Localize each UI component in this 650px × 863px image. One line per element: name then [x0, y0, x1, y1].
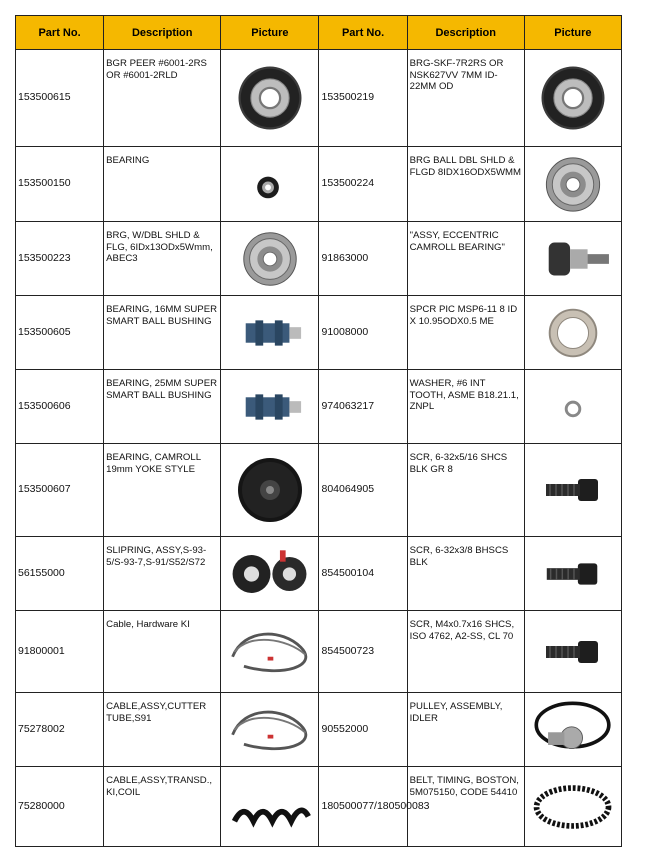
part-picture: [524, 50, 621, 147]
slipring-icon: [221, 540, 318, 608]
part-number: 75278002: [16, 693, 104, 767]
ball-bearing-icon: [221, 58, 318, 138]
part-picture: [524, 537, 621, 611]
part-description: BEARING, 25MM SUPER SMART BALL BUSHING: [104, 370, 221, 444]
table-row: [16, 537, 622, 611]
cable-icon: [221, 696, 318, 764]
header-picture: Picture: [524, 16, 621, 50]
part-number: 91863000: [319, 222, 407, 296]
table-row: [16, 50, 622, 147]
cable-icon: [221, 614, 318, 690]
part-description: BRG-SKF-7R2RS OR NSK627VV 7MM ID-22MM OD: [407, 50, 524, 147]
pulley-icon: [525, 696, 621, 764]
part-description: "ASSY, ECCENTRIC CAMROLL BEARING": [407, 222, 524, 296]
coil-cable-icon: [221, 770, 318, 844]
screw-icon: [525, 614, 621, 690]
part-number: 153500606: [16, 370, 104, 444]
part-description: SPCR PIC MSP6-11 8 ID X 10.95ODX0.5 ME: [407, 296, 524, 370]
header-picture: Picture: [221, 16, 319, 50]
part-picture: [221, 767, 319, 847]
part-description: SLIPRING, ASSY,S-93-5/S-93-7,S-91/S52/S72: [104, 537, 221, 611]
part-picture: [524, 611, 621, 693]
part-number: 854500723: [319, 611, 407, 693]
header-part-no: Part No.: [16, 16, 104, 50]
part-description: BRG BALL DBL SHLD & FLGD 8IDX16ODX5WMM: [407, 147, 524, 222]
part-number: 153500150: [16, 147, 104, 222]
part-picture: [524, 693, 621, 767]
camroll-icon: [221, 450, 318, 530]
part-description: BEARING: [104, 147, 221, 222]
part-number: 153500615: [16, 50, 104, 147]
table-row: [16, 222, 622, 296]
part-picture: [221, 147, 319, 222]
part-description: SCR, 6-32x3/8 BHSCS BLK: [407, 537, 524, 611]
part-description: CABLE,ASSY,TRANSD., KI,COIL: [104, 767, 221, 847]
part-picture: [524, 222, 621, 296]
part-description: SCR, 6-32x5/16 SHCS BLK GR 8: [407, 444, 524, 537]
screw-icon: [525, 540, 621, 608]
header-row: [16, 16, 622, 50]
part-number: 153500605: [16, 296, 104, 370]
part-description: BEARING, 16MM SUPER SMART BALL BUSHING: [104, 296, 221, 370]
part-picture: [524, 296, 621, 370]
washer-icon: [525, 373, 621, 441]
part-picture: [524, 147, 621, 222]
ball-bearing-icon: [525, 58, 621, 138]
header-part-no: Part No.: [319, 16, 407, 50]
table-row: [16, 767, 622, 847]
part-number: 90552000: [319, 693, 407, 767]
part-picture: [524, 444, 621, 537]
table-row: [16, 296, 622, 370]
table-row: [16, 444, 622, 537]
part-picture: [221, 370, 319, 444]
part-description: BELT, TIMING, BOSTON, 5M075150, CODE 54410: [407, 767, 524, 847]
part-description: PULLEY, ASSEMBLY, IDLER: [407, 693, 524, 767]
header-description: Description: [104, 16, 221, 50]
part-description: Cable, Hardware KI: [104, 611, 221, 693]
part-picture: [221, 537, 319, 611]
part-number: 180500077/180500083: [319, 767, 407, 847]
part-picture: [221, 693, 319, 767]
part-description: WASHER, #6 INT TOOTH, ASME B18.21.1, ZNPL: [407, 370, 524, 444]
part-number: 153500224: [319, 147, 407, 222]
part-number: 91800001: [16, 611, 104, 693]
part-number: 91008000: [319, 296, 407, 370]
screw-icon: [525, 450, 621, 530]
spacer-ring-icon: [525, 299, 621, 367]
part-picture: [221, 611, 319, 693]
part-description: CABLE,ASSY,CUTTER TUBE,S91: [104, 693, 221, 767]
table-row: [16, 693, 622, 767]
table-row: [16, 611, 622, 693]
timing-belt-icon: [525, 770, 621, 844]
small-bearing-icon: [221, 150, 318, 219]
part-number: 153500219: [319, 50, 407, 147]
part-picture: [221, 296, 319, 370]
flanged-bearing-icon: [221, 225, 318, 293]
part-number: 854500104: [319, 537, 407, 611]
camroll-assembly-icon: [525, 225, 621, 293]
part-number: 974063217: [319, 370, 407, 444]
part-picture: [524, 767, 621, 847]
part-number: 153500607: [16, 444, 104, 537]
ball-bushing-icon: [221, 373, 318, 441]
part-description: SCR, M4x0.7x16 SHCS, ISO 4762, A2-SS, CL 70: [407, 611, 524, 693]
header-description: Description: [407, 16, 524, 50]
part-description: BEARING, CAMROLL 19mm YOKE STYLE: [104, 444, 221, 537]
ball-bushing-icon: [221, 299, 318, 367]
part-description: BGR PEER #6001-2RS OR #6001-2RLD: [104, 50, 221, 147]
part-number: 153500223: [16, 222, 104, 296]
part-description: BRG, W/DBL SHLD & FLG, 6IDx13ODx5Wmm, ABEC3: [104, 222, 221, 296]
part-picture: [221, 222, 319, 296]
part-picture: [221, 444, 319, 537]
table-row: [16, 147, 622, 222]
table-row: [16, 370, 622, 444]
part-number: 56155000: [16, 537, 104, 611]
part-picture: [221, 50, 319, 147]
part-number: 75280000: [16, 767, 104, 847]
part-picture: [524, 370, 621, 444]
part-number: 804064905: [319, 444, 407, 537]
flanged-bearing-icon: [525, 150, 621, 219]
parts-table: [15, 15, 622, 847]
